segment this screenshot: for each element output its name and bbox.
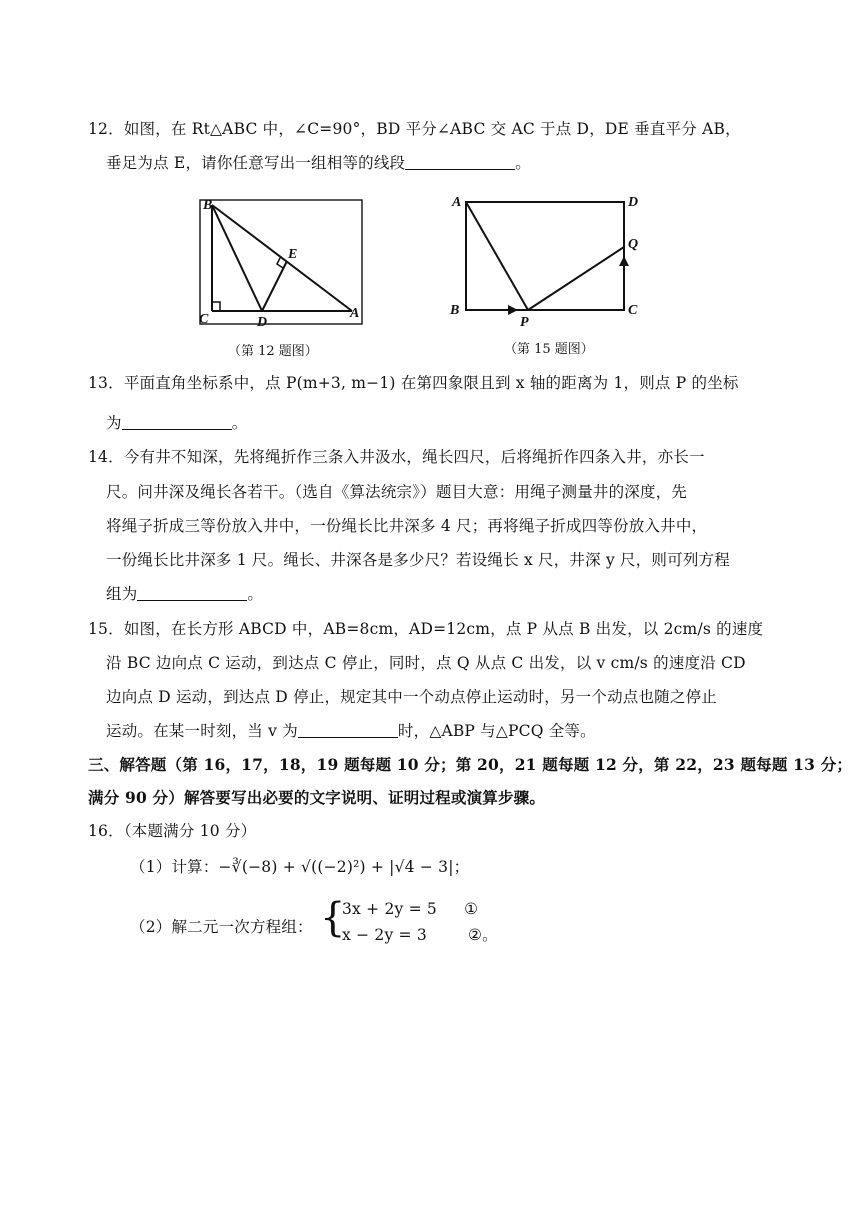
fig12-label-A: A [350,306,360,321]
q12-end: 。 [515,154,531,172]
q14-line5 [106,583,263,605]
fig12-frame [200,200,362,324]
q16-part1: （1）计算：−∛(−8) + √((−2)²) + |√4 − 3|； [130,858,470,876]
q14-line5-text: 组为 [106,585,138,603]
figure-15 [448,192,648,327]
q15-answer-blank [298,723,398,738]
fig15-label-P: P [520,315,529,327]
fig12-label-E: E [288,247,298,262]
q12-line1: 12．如图，在 Rt△ABC 中，∠C=90°，BD 平分∠ABC 交 AC 于点 D，DE 垂直平分 AB， [88,120,741,138]
q16-eq1-mark: ① [464,900,479,918]
section3-line2: 满分 90 分）解答要写出必要的文字说明、证明过程或演算步骤。 [88,788,546,807]
q15-line2: 沿 BC 边向点 C 运动，到达点 C 停止，同时，点 Q 从点 C 出发，以 v cm/s 的速度沿 CD [106,654,746,672]
fig15-label-C: C [628,303,638,318]
q12-line2 [106,152,531,174]
q13-end: 。 [231,414,248,432]
q13-line1: 13．平面直角坐标系中，点 P(m+3, m−1) 在第四象限且到 x 轴的距离为 1，则点 P 的坐标 [88,374,739,392]
fig12-line-BA [212,205,352,311]
q16-eq2-text: x − 2y = 3 [342,926,427,944]
q14-line2: 尺。问井深及绳长各若干。（选自《算法统宗》）题目大意：用绳子测量井的深度，先 [106,483,688,501]
fig12-label-D: D [257,315,268,330]
system-brace: { [320,895,346,941]
q15-line3: 边向点 D 运动，到达点 D 停止，规定其中一个动点停止运动时，另一个动点也随之停止 [106,688,717,706]
fig12-label-C: C [199,312,209,327]
q14-end: 。 [247,585,264,603]
q14-line4: 一份绳长比井深多 1 尺。绳长、井深各是多少尺？若设绳长 x 尺，井深 y 尺，则可列方程 [106,551,730,569]
fig12-line-DE [262,261,287,311]
fig15-label-Q: Q [628,237,639,252]
q13-line2 [106,412,247,434]
q16-title: 16．（本题满分 10 分） [88,822,257,840]
fig15-label-D: D [628,195,639,210]
fig15-label-B: B [450,303,460,318]
q13-answer-blank [122,415,232,430]
fig12-label-B: B [203,198,213,213]
fig12-line-BD [212,205,262,311]
fig15-rectangle [466,202,624,310]
fig15-arrow-P [508,305,518,315]
fig15-line-PQ [528,247,624,310]
q14-answer-blank [137,586,247,601]
fig15-label-A: A [452,195,462,210]
fig15-caption: （第 15 题图） [504,342,594,357]
q16-eq2-mark: ② [468,926,483,944]
fig15-arrow-Q [619,256,629,266]
q15-line1: 15．如图，在长方形 ABCD 中，AB=8cm，AD=12cm，点 P 从点 B 出发，以 2cm/s 的速度 [88,620,764,638]
fig15-line-AP [466,202,528,310]
q16-eq1 [342,898,478,920]
q13-line2-text: 为 [106,414,122,432]
figure-12 [196,195,371,330]
q16-eq1-text: 3x + 2y = 5 [342,900,437,918]
q15-line4-rest: 时，△ABP 与△PCQ 全等。 [397,722,596,740]
q16-end: 。 [482,926,498,944]
q15-line4-text: 运动。在某一时刻，当 v 为 [106,722,298,740]
q12-line2-text: 垂足为点 E，请你任意写出一组相等的线段 [106,154,406,172]
q12-answer-blank [405,155,515,170]
q14-line1: 14．今有井不知深，先将绳折作三条入井汲水，绳长四尺，后将绳折作四条入井，亦长一 [88,448,705,466]
fig12-caption: （第 12 题图） [228,344,318,359]
section3-line1: 三、解答题（第 16，17，18，19 题每题 10 分；第 20，21 题每题 12 分，第 22，23 题每题 13 分； [88,755,853,774]
q16-part2-label: （2）解二元一次方程组： [130,918,313,936]
fig12-right-angle-C [212,302,220,311]
q15-line4 [106,720,596,742]
q16-eq2 [342,924,498,946]
q14-line3: 将绳子折成三等份放入井中，一份绳长比井深多 4 尺；再将绳子折成四等份放入井中， [106,517,708,535]
